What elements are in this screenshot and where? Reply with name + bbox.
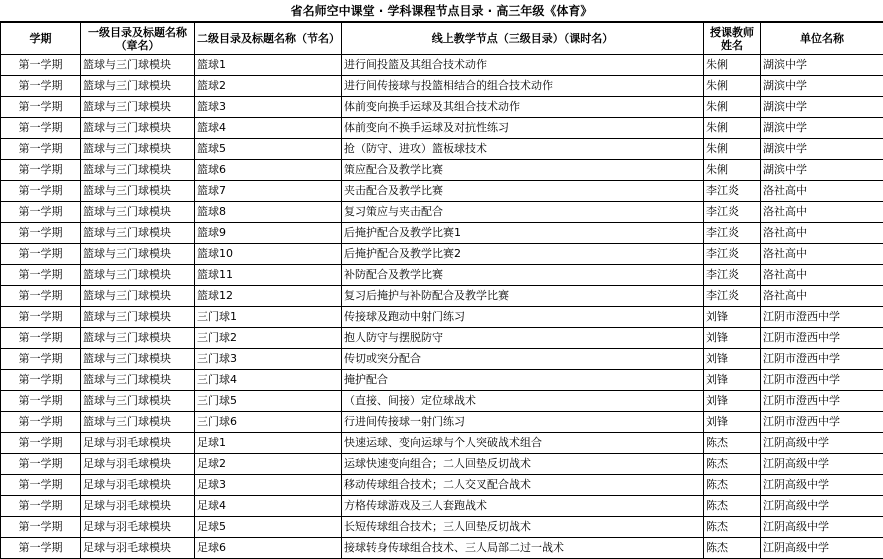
cell-school[interactable]: 湖滨中学: [761, 118, 883, 139]
cell-level2[interactable]: 篮球11: [195, 265, 342, 286]
table-row: [1, 454, 883, 475]
table-row: [1, 307, 883, 328]
table-row: [1, 496, 883, 517]
table-row: [1, 391, 883, 412]
cell-level2[interactable]: 篮球5: [195, 139, 342, 160]
cell-teacher[interactable]: 陈杰: [704, 538, 761, 559]
cell-level2[interactable]: 篮球3: [195, 97, 342, 118]
cell-node[interactable]: 快速运球、变向运球与个人突破战术组合: [342, 433, 704, 454]
header-level1: 一级目录及标题名称（章名）: [81, 23, 195, 55]
cell-node[interactable]: 接球转身传球组合技术、三人局部二过一战术: [342, 538, 704, 559]
cell-node[interactable]: 体前变向不换手运球及对抗性练习: [342, 118, 704, 139]
cell-teacher[interactable]: 朱俐: [704, 118, 761, 139]
cell-term[interactable]: 第一学期: [1, 496, 81, 517]
cell-teacher[interactable]: 朱俐: [704, 76, 761, 97]
table-row: [1, 328, 883, 349]
cell-level2[interactable]: 足球1: [195, 433, 342, 454]
cell-school[interactable]: 洛社高中: [761, 286, 883, 307]
cell-term[interactable]: 第一学期: [1, 454, 81, 475]
header-term: 学期: [1, 23, 81, 55]
cell-school[interactable]: 江阴市澄西中学: [761, 307, 883, 328]
cell-school[interactable]: 江阴高级中学: [761, 475, 883, 496]
cell-level1[interactable]: 足球与羽毛球模块: [81, 454, 195, 475]
curriculum-table: [0, 22, 883, 559]
cell-teacher[interactable]: 刘锋: [704, 412, 761, 433]
cell-term[interactable]: 第一学期: [1, 223, 81, 244]
cell-teacher[interactable]: 李江炎: [704, 181, 761, 202]
cell-teacher[interactable]: 李江炎: [704, 202, 761, 223]
cell-teacher[interactable]: 刘锋: [704, 349, 761, 370]
cell-school[interactable]: 湖滨中学: [761, 139, 883, 160]
cell-term[interactable]: 第一学期: [1, 475, 81, 496]
cell-term[interactable]: 第一学期: [1, 433, 81, 454]
table-row: [1, 538, 883, 559]
table-row: [1, 118, 883, 139]
cell-level1[interactable]: 足球与羽毛球模块: [81, 475, 195, 496]
cell-term[interactable]: 第一学期: [1, 244, 81, 265]
cell-level2[interactable]: 篮球6: [195, 160, 342, 181]
cell-teacher[interactable]: 朱俐: [704, 160, 761, 181]
cell-teacher[interactable]: 刘锋: [704, 391, 761, 412]
cell-term[interactable]: 第一学期: [1, 517, 81, 538]
cell-level1[interactable]: 篮球与三门球模块: [81, 370, 195, 391]
table-row: [1, 349, 883, 370]
cell-school[interactable]: 湖滨中学: [761, 160, 883, 181]
header-teacher: 授课教师姓名: [704, 23, 761, 55]
cell-level2[interactable]: 足球6: [195, 538, 342, 559]
cell-teacher[interactable]: 陈杰: [704, 496, 761, 517]
cell-teacher[interactable]: 陈杰: [704, 517, 761, 538]
cell-node[interactable]: 复习策应与夹击配合: [342, 202, 704, 223]
cell-term[interactable]: 第一学期: [1, 307, 81, 328]
cell-level1[interactable]: 篮球与三门球模块: [81, 244, 195, 265]
cell-term[interactable]: 第一学期: [1, 370, 81, 391]
cell-term[interactable]: 第一学期: [1, 181, 81, 202]
cell-school[interactable]: 江阴市澄西中学: [761, 370, 883, 391]
cell-node[interactable]: 策应配合及教学比赛: [342, 160, 704, 181]
table-row: [1, 370, 883, 391]
cell-school[interactable]: 湖滨中学: [761, 97, 883, 118]
cell-teacher[interactable]: 刘锋: [704, 307, 761, 328]
cell-node[interactable]: 后掩护配合及教学比赛1: [342, 223, 704, 244]
cell-teacher[interactable]: 朱俐: [704, 55, 761, 76]
cell-school[interactable]: 洛社高中: [761, 202, 883, 223]
cell-school[interactable]: 江阴市澄西中学: [761, 412, 883, 433]
cell-level2[interactable]: 篮球2: [195, 76, 342, 97]
cell-school[interactable]: 洛社高中: [761, 244, 883, 265]
cell-node[interactable]: 进行间传接球与投篮相结合的组合技术动作: [342, 76, 704, 97]
page-title: 省名师空中课堂 · 学科课程节点目录 · 高三年级《体育》: [0, 0, 883, 22]
cell-school[interactable]: 江阴市澄西中学: [761, 328, 883, 349]
cell-teacher[interactable]: 刘锋: [704, 370, 761, 391]
cell-teacher[interactable]: 朱俐: [704, 139, 761, 160]
cell-level1[interactable]: 足球与羽毛球模块: [81, 496, 195, 517]
cell-teacher[interactable]: 陈杰: [704, 475, 761, 496]
cell-level1[interactable]: 篮球与三门球模块: [81, 412, 195, 433]
cell-level1[interactable]: 篮球与三门球模块: [81, 76, 195, 97]
cell-level2[interactable]: 篮球9: [195, 223, 342, 244]
cell-node[interactable]: 方格传球游戏及三人套跑战术: [342, 496, 704, 517]
cell-term[interactable]: 第一学期: [1, 265, 81, 286]
cell-term[interactable]: 第一学期: [1, 139, 81, 160]
cell-node[interactable]: 后掩护配合及教学比赛2: [342, 244, 704, 265]
header-school: 单位名称: [761, 23, 883, 55]
table-row: [1, 181, 883, 202]
header-row: [1, 23, 883, 55]
cell-school[interactable]: 洛社高中: [761, 265, 883, 286]
cell-level1[interactable]: 篮球与三门球模块: [81, 139, 195, 160]
cell-node[interactable]: 长短传球组合技术；三人回垫反切战术: [342, 517, 704, 538]
cell-level1[interactable]: 篮球与三门球模块: [81, 202, 195, 223]
header-node: 线上教学节点（三级目录）（课时名）: [342, 23, 704, 55]
cell-level2[interactable]: 三门球1: [195, 307, 342, 328]
cell-teacher[interactable]: 陈杰: [704, 433, 761, 454]
cell-term[interactable]: 第一学期: [1, 328, 81, 349]
cell-school[interactable]: 洛社高中: [761, 181, 883, 202]
cell-node[interactable]: 移动传球组合技术；二人交叉配合战术: [342, 475, 704, 496]
cell-term[interactable]: 第一学期: [1, 412, 81, 433]
cell-node[interactable]: 传切或突分配合: [342, 349, 704, 370]
cell-node[interactable]: 进行间投篮及其组合技术动作: [342, 55, 704, 76]
cell-teacher[interactable]: 刘锋: [704, 328, 761, 349]
cell-node[interactable]: 抱人防守与摆脱防守: [342, 328, 704, 349]
table-row: [1, 433, 883, 454]
cell-level2[interactable]: 篮球4: [195, 118, 342, 139]
cell-level2[interactable]: 篮球7: [195, 181, 342, 202]
table-row: [1, 475, 883, 496]
table-row: [1, 139, 883, 160]
table-row: [1, 55, 883, 76]
cell-teacher[interactable]: 李江炎: [704, 244, 761, 265]
cell-teacher[interactable]: 李江炎: [704, 223, 761, 244]
cell-level2[interactable]: 三门球2: [195, 328, 342, 349]
table-row: [1, 517, 883, 538]
cell-level2[interactable]: 足球5: [195, 517, 342, 538]
cell-level2[interactable]: 篮球10: [195, 244, 342, 265]
cell-level1[interactable]: 篮球与三门球模块: [81, 97, 195, 118]
cell-level1[interactable]: 篮球与三门球模块: [81, 118, 195, 139]
cell-node[interactable]: 掩护配合: [342, 370, 704, 391]
cell-teacher[interactable]: 陈杰: [704, 454, 761, 475]
cell-level2[interactable]: 三门球5: [195, 391, 342, 412]
cell-term[interactable]: 第一学期: [1, 55, 81, 76]
cell-node[interactable]: 行进间传接球一射门练习: [342, 412, 704, 433]
cell-level2[interactable]: 足球2: [195, 454, 342, 475]
cell-node[interactable]: 夹击配合及教学比赛: [342, 181, 704, 202]
cell-node[interactable]: 抢（防守、进攻）篮板球技术: [342, 139, 704, 160]
cell-level2[interactable]: 足球3: [195, 475, 342, 496]
cell-level2[interactable]: 篮球8: [195, 202, 342, 223]
cell-school[interactable]: 江阴高级中学: [761, 433, 883, 454]
cell-node[interactable]: （直接、间接）定位球战术: [342, 391, 704, 412]
cell-level1[interactable]: 足球与羽毛球模块: [81, 538, 195, 559]
cell-node[interactable]: 复习后掩护与补防配合及教学比赛: [342, 286, 704, 307]
cell-level1[interactable]: 篮球与三门球模块: [81, 265, 195, 286]
cell-school[interactable]: 湖滨中学: [761, 76, 883, 97]
cell-level1[interactable]: 篮球与三门球模块: [81, 349, 195, 370]
cell-teacher[interactable]: 李江炎: [704, 265, 761, 286]
cell-level1[interactable]: 篮球与三门球模块: [81, 181, 195, 202]
cell-school[interactable]: 湖滨中学: [761, 55, 883, 76]
cell-level1[interactable]: 篮球与三门球模块: [81, 223, 195, 244]
cell-school[interactable]: 洛社高中: [761, 223, 883, 244]
cell-term[interactable]: 第一学期: [1, 160, 81, 181]
cell-term[interactable]: 第一学期: [1, 97, 81, 118]
cell-level2[interactable]: 篮球12: [195, 286, 342, 307]
cell-level1[interactable]: 足球与羽毛球模块: [81, 433, 195, 454]
cell-node[interactable]: 运球快速变向组合；二人回垫反切战术: [342, 454, 704, 475]
cell-level1[interactable]: 篮球与三门球模块: [81, 307, 195, 328]
cell-level1[interactable]: 篮球与三门球模块: [81, 55, 195, 76]
cell-node[interactable]: 补防配合及教学比赛: [342, 265, 704, 286]
table-row: [1, 76, 883, 97]
cell-level1[interactable]: 篮球与三门球模块: [81, 286, 195, 307]
table-row: [1, 412, 883, 433]
cell-term[interactable]: 第一学期: [1, 349, 81, 370]
cell-term[interactable]: 第一学期: [1, 76, 81, 97]
cell-teacher[interactable]: 李江炎: [704, 286, 761, 307]
table-row: [1, 265, 883, 286]
table-row: [1, 223, 883, 244]
cell-school[interactable]: 江阴高级中学: [761, 517, 883, 538]
cell-level2[interactable]: 三门球3: [195, 349, 342, 370]
cell-term[interactable]: 第一学期: [1, 118, 81, 139]
cell-term[interactable]: 第一学期: [1, 391, 81, 412]
cell-term[interactable]: 第一学期: [1, 538, 81, 559]
cell-level1[interactable]: 篮球与三门球模块: [81, 391, 195, 412]
cell-school[interactable]: 江阴高级中学: [761, 496, 883, 517]
cell-school[interactable]: 江阴市澄西中学: [761, 349, 883, 370]
cell-level2[interactable]: 三门球4: [195, 370, 342, 391]
cell-term[interactable]: 第一学期: [1, 202, 81, 223]
cell-level2[interactable]: 篮球1: [195, 55, 342, 76]
table-row: [1, 160, 883, 181]
cell-level1[interactable]: 足球与羽毛球模块: [81, 517, 195, 538]
cell-level1[interactable]: 篮球与三门球模块: [81, 328, 195, 349]
table-row: [1, 244, 883, 265]
cell-school[interactable]: 江阴高级中学: [761, 454, 883, 475]
cell-level2[interactable]: 足球4: [195, 496, 342, 517]
cell-level1[interactable]: 篮球与三门球模块: [81, 160, 195, 181]
cell-teacher[interactable]: 朱俐: [704, 97, 761, 118]
table-row: [1, 97, 883, 118]
table-row: [1, 202, 883, 223]
cell-node[interactable]: 体前变向换手运球及其组合技术动作: [342, 97, 704, 118]
table-row: [1, 286, 883, 307]
cell-term[interactable]: 第一学期: [1, 286, 81, 307]
cell-node[interactable]: 传接球及跑动中射门练习: [342, 307, 704, 328]
header-level2: 二级目录及标题名称（节名）: [195, 23, 342, 55]
cell-school[interactable]: 江阴高级中学: [761, 538, 883, 559]
cell-school[interactable]: 江阴市澄西中学: [761, 391, 883, 412]
cell-level2[interactable]: 三门球6: [195, 412, 342, 433]
